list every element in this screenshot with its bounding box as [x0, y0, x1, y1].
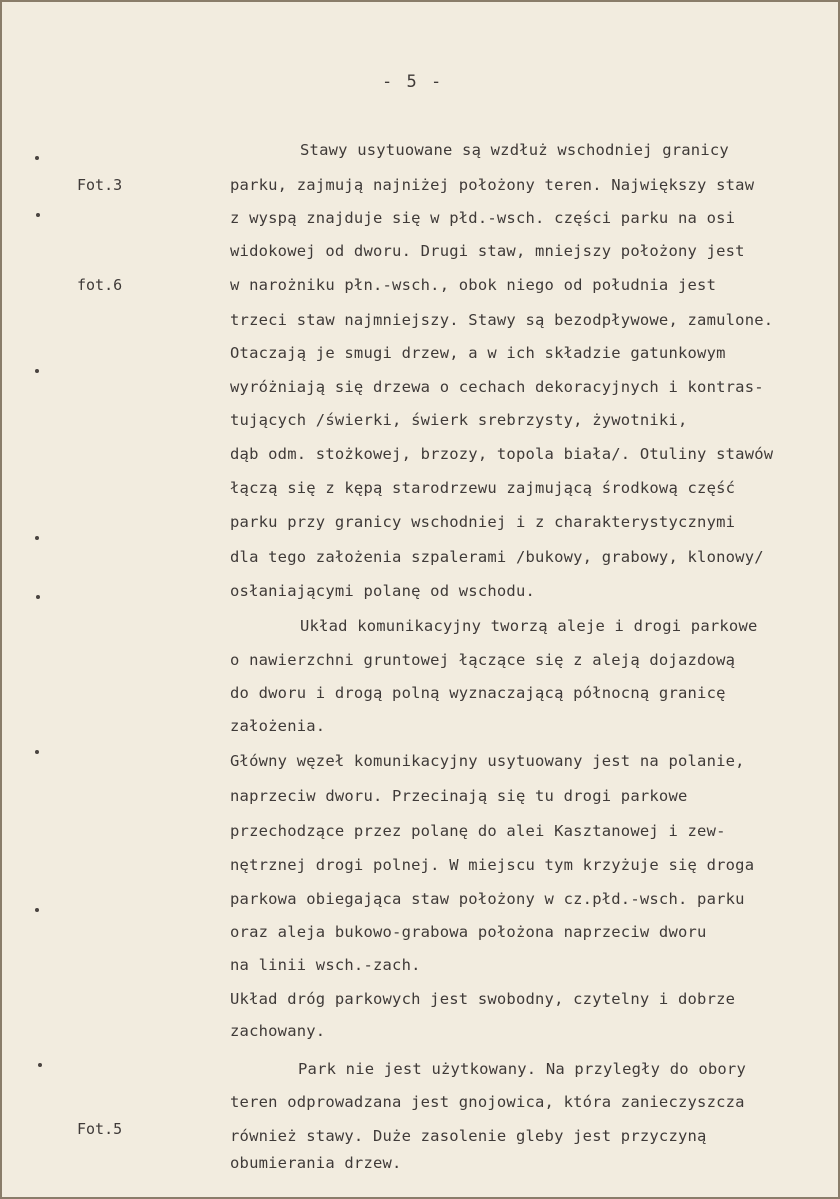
- paragraph-line: z wyspą znajduje się w płd.-wsch. części parku na osi: [230, 209, 736, 227]
- paragraph-line: zachowany.: [230, 1022, 326, 1040]
- paragraph-line: dąb odm. stożkowej, brzozy, topola biała/. Otuliny stawów: [230, 445, 774, 463]
- paragraph-line: w narożniku płn.-wsch., obok niego od południa jest: [230, 276, 717, 294]
- paragraph-line: obumierania drzew.: [230, 1154, 402, 1172]
- paragraph-line: również stawy. Duże zasolenie gleby jest przyczyną: [230, 1127, 707, 1145]
- margin-note-fot3: Fot.3: [77, 176, 123, 194]
- binding-hole-mark: [35, 750, 39, 754]
- paragraph-line: wyróżniają się drzewa o cechach dekoracyjnych i kontras-: [230, 378, 764, 396]
- paragraph-line: naprzeciw dworu. Przecinają się tu drogi parkowe: [230, 787, 688, 805]
- margin-note-fot5: Fot.5: [77, 1120, 123, 1138]
- paragraph-line: osłaniającymi polanę od wschodu.: [230, 582, 536, 600]
- paragraph-line: parku, zajmują najniżej położony teren. Największy staw: [230, 176, 755, 194]
- paragraph-line: Układ dróg parkowych jest swobodny, czytelny i dobrze: [230, 990, 736, 1008]
- binding-hole-mark: [35, 908, 39, 912]
- paragraph-line: parku przy granicy wschodniej i z charakterystycznymi: [230, 513, 736, 531]
- binding-hole-mark: [35, 156, 39, 160]
- paragraph-line: Układ komunikacyjny tworzą aleje i drogi parkowe: [300, 617, 758, 635]
- paragraph-line: przechodzące przez polanę do alei Kasztanowej i zew-: [230, 822, 726, 840]
- binding-hole-mark: [35, 536, 39, 540]
- paragraph-line: założenia.: [230, 717, 326, 735]
- paragraph-line: tujących /świerki, świerk srebrzysty, żywotniki,: [230, 411, 688, 429]
- binding-hole-mark: [36, 595, 40, 599]
- paragraph-line: Park nie jest użytkowany. Na przyległy do obory: [298, 1060, 746, 1078]
- paragraph-line: Otaczają je smugi drzew, a w ich składzie gatunkowym: [230, 344, 726, 362]
- paragraph-line: oraz aleja bukowo-grabowa położona naprzeciw dworu: [230, 923, 707, 941]
- binding-hole-mark: [36, 213, 40, 217]
- paragraph-line: Główny węzeł komunikacyjny usytuowany jest na polanie,: [230, 752, 745, 770]
- paragraph-line: nętrznej drogi polnej. W miejscu tym krzyżuje się droga: [230, 856, 755, 874]
- paragraph-line: widokowej od dworu. Drugi staw, mniejszy położony jest: [230, 242, 745, 260]
- paragraph-line: Stawy usytuowane są wzdłuż wschodniej granicy: [300, 141, 729, 159]
- paragraph-line: dla tego założenia szpalerami /bukowy, grabowy, klonowy/: [230, 548, 764, 566]
- paragraph-line: na linii wsch.-zach.: [230, 956, 421, 974]
- page-number: - 5 -: [382, 72, 444, 92]
- paragraph-line: teren odprowadzana jest gnojowica, która zanieczyszcza: [230, 1093, 745, 1111]
- paragraph-line: łączą się z kępą starodrzewu zajmującą środkową część: [230, 479, 736, 497]
- paragraph-line: do dworu i drogą polną wyznaczającą północną granicę: [230, 684, 726, 702]
- paragraph-line: parkowa obiegająca staw położony w cz.płd.-wsch. parku: [230, 890, 745, 908]
- binding-hole-mark: [38, 1063, 42, 1067]
- margin-note-fot6: fot.6: [77, 276, 123, 294]
- paragraph-line: o nawierzchni gruntowej łączące się z aleją dojazdową: [230, 651, 736, 669]
- paragraph-line: trzeci staw najmniejszy. Stawy są bezodpływowe, zamulone.: [230, 311, 774, 329]
- binding-hole-mark: [35, 369, 39, 373]
